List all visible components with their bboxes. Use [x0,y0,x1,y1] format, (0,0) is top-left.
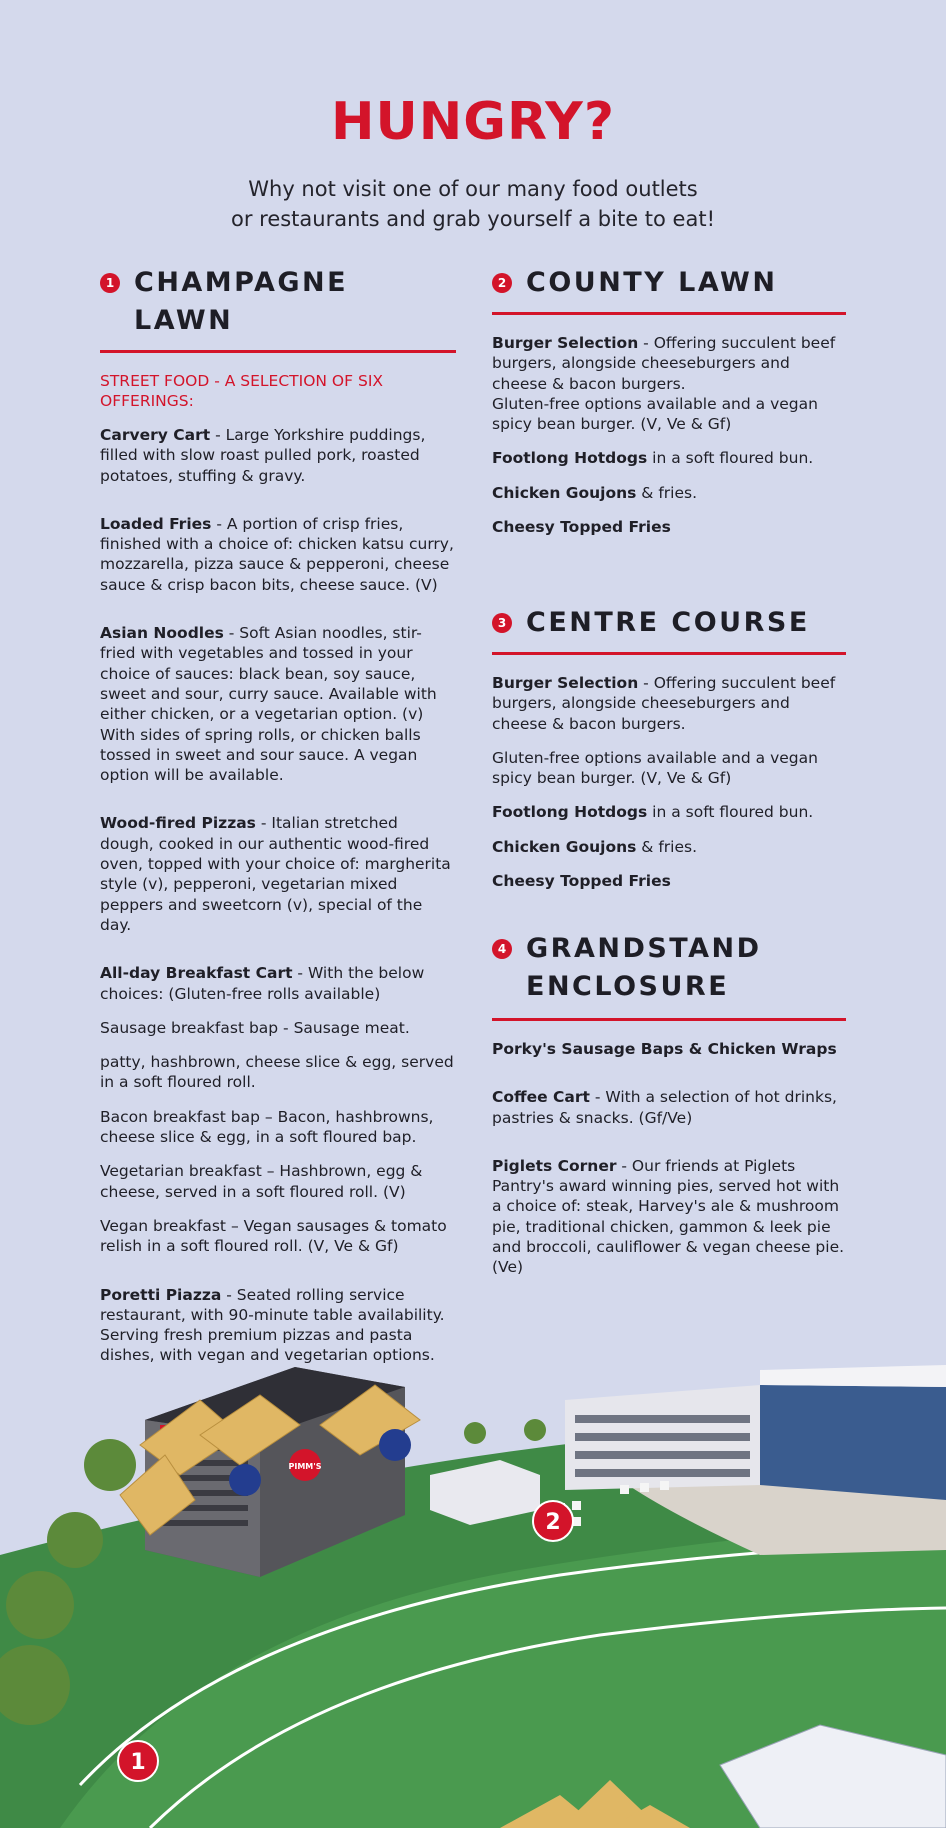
breakfast-option: Bacon breakfast bap – Bacon, hashbrowns, cheese slice & egg, in a soft floured bap. [100,1107,434,1147]
racecourse-map-illustration [0,1325,946,1828]
street-food-note: STREET FOOD - A SELECTION OF SIX OFFERINGS: [100,372,384,410]
menu-item [100,425,456,486]
subtitle-line-1: Why not visit one of our many food outlets [248,177,698,201]
section-divider [492,312,846,315]
subtitle-line-2: or restaurants and grab yourself a bite to eat! [230,207,715,231]
menu-item-name: Footlong Hotdogs [492,449,648,468]
section-header [492,604,846,642]
menu-item-desc: - Large Yorkshire puddings, filled with slow roast pulled pork, roasted potatoes, stuffing & gravy. [100,426,426,485]
section-title [526,930,762,1006]
section-county-lawn [492,264,846,551]
menu-item [492,448,846,468]
section-number-badge: 1 [100,273,120,293]
menu-item [492,871,846,891]
section-header [492,264,846,302]
parasol [379,1429,411,1461]
menu-item-desc: - Our friends at Piglets Pantry's award winning pies, served hot with a choice of: steak, Harvey's ale & mushroom pie, traditional chicken, gammon & leek pie and broccoli, cauliflower & vegan cheese pie. (Ve) [492,1156,845,1277]
section-title-line-2: ENCLOSURE [526,971,730,1002]
menu-item-name: Carvery Cart [100,426,211,444]
menu-item-extra: Gluten-free options available and a vegan spicy bean burger. (V, Ve & Gf) [492,748,818,788]
tent-brand-label: PIMM'S [288,1462,322,1471]
section-centre-course [492,604,846,905]
menu-item-name: Coffee Cart [492,1088,590,1107]
breakfast-option: Sausage breakfast bap - Sausage meat. [100,1018,410,1037]
menu-item-name: Asian Noodles [100,624,224,643]
menu-item-desc: - Seated rolling service restaurant, with 90-minute table availability. Serving fresh premium pizzas and pasta dishes, with vegan and vegetarian options. [100,1285,445,1365]
menu-item-name: Wood-fired Pizzas [100,814,256,833]
breakfast-option: patty, hashbrown, cheese slice & egg, served in a soft floured roll. [100,1053,454,1092]
menu-item-name: Burger Selection [492,674,639,692]
page-subtitle [0,174,946,234]
section-header [492,930,846,1006]
menu-item-desc: - Soft Asian noodles, stir-fried with vegetables and tossed in your choice of sauces: black bean, soy sauce, sweet and sour, curry sauce. Available with either chicken, or a vegetarian option. (v) With sides of spring rolls, or chicken balls tossed in sweet and sour sauce. A vegan option will be available. [100,624,437,785]
menu-item [492,1087,846,1128]
menu-item-name: Loaded Fries [100,514,212,533]
section-title: CENTRE COURSE [526,607,810,638]
page-title: HUNGRY? [331,92,615,152]
grandstand-seating [760,1385,946,1500]
menu-item-desc: - Offering succulent beef burgers, alongside cheeseburgers and cheese & bacon burgers. [492,334,836,393]
menu-item-desc: & fries. [636,483,697,502]
menu-item [492,673,846,734]
menu-item [492,1156,846,1278]
section-grandstand-enclosure [492,930,846,1292]
menu-item-name: Poretti Piazza [100,1285,222,1304]
section-divider [492,652,846,655]
menu-item-name: Burger Selection [492,334,639,352]
menu-item [492,483,846,503]
menu-item-desc: - A portion of crisp fries, finished with a choice of: chicken katsu curry, mozzarella, pizza sauce & pepperoni, cheese sauce & crisp bacon bits, cheese sauce. (V) [100,514,454,594]
section-number-badge: 3 [492,613,512,633]
menu-item-name: Porky's Sausage Baps & Chicken Wraps [492,1040,837,1058]
menu-item [492,517,846,537]
map-marker-2-label: 2 [545,1510,561,1535]
section-divider [492,1018,846,1021]
menu-item-name: Piglets Corner [492,1156,617,1175]
map-marker-1-label: 1 [130,1750,146,1775]
section-number-badge: 2 [492,273,512,293]
menu-item-extra: Gluten-free options available and a vegan spicy bean burger. (V, Ve & Gf) [492,394,818,434]
breakfast-option: Vegetarian breakfast – Hashbrown, egg & cheese, served in a soft floured roll. (V) [100,1162,423,1201]
menu-item-desc: - With a selection of hot drinks, pastries & snacks. (Gf/Ve) [492,1088,837,1127]
menu-item [492,1039,846,1059]
menu-item-desc: - With the below choices: (Gluten-free rolls available) [100,964,425,1003]
section-title: CHAMPAGNE LAWN [134,267,349,336]
menu-item-name: Chicken Goujons [492,837,637,856]
grandstand-roof [760,1365,946,1387]
section-title: COUNTY LAWN [526,267,778,298]
menu-item [492,802,846,822]
breakfast-option: Vegan breakfast – Vegan sausages & tomato relish in a soft floured roll. (V, Ve & Gf) [100,1216,447,1256]
menu-item-desc: in a soft floured bun. [647,449,814,468]
menu-item-name: Footlong Hotdogs [492,803,648,822]
menu-item [100,514,456,595]
section-title-line-1: GRANDSTAND [526,933,762,964]
menu-item [100,623,456,785]
menu-item-name: Chicken Goujons [492,483,637,502]
menu-item-desc: & fries. [636,837,697,856]
menu-item [492,333,846,394]
section-number-badge: 4 [492,939,512,959]
menu-item-name: Cheesy Topped Fries [492,518,671,537]
section-divider [100,350,456,353]
parasol [229,1464,261,1496]
menu-item-desc: - Italian stretched dough, cooked in our authentic wood-fired oven, topped with your choice of: margherita style (v), pepperoni, vegetarian mixed peppers and sweetcorn (v), special of the day. [100,814,451,934]
menu-item [100,813,456,935]
section-header [100,264,456,340]
menu-item-name: Cheesy Topped Fries [492,872,671,891]
menu-item-desc: - Offering succulent beef burgers, alongside cheeseburgers and cheese & bacon burgers. [492,674,836,733]
menu-item-name: All-day Breakfast Cart [100,964,293,983]
menu-item [492,837,846,857]
menu-item [100,963,456,1004]
section-champagne-lawn [100,264,456,1380]
menu-item-desc: in a soft floured bun. [647,803,814,822]
